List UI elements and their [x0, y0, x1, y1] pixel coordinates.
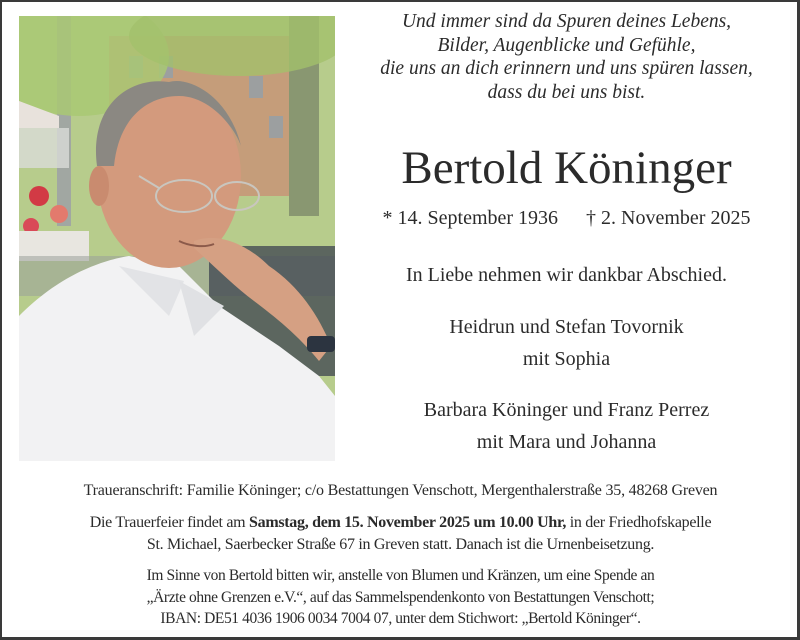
mourner-children: mit Sophia — [522, 348, 611, 370]
donation-line: „Ärzte ohne Grenzen e.V.“, auf das Sammelspendenkonto von Bestattungen Venschott; — [146, 588, 655, 606]
poem-line: Und immer sind da Spuren deines Lebens, — [401, 11, 732, 32]
mourner-group — [345, 311, 788, 375]
mourning-address: Traueranschrift: Familie Köninger; c/o Bestattungen Venschott, Mergenthalerstraße 35, 48268 Greven — [83, 482, 718, 499]
service-prefix: Die Trauerfeier findet am — [89, 514, 250, 531]
poem-line: Bilder, Augenblicke und Gefühle, — [437, 34, 696, 56]
service-datetime: Samstag, dem 15. November 2025 um 10.00 Uhr, — [249, 514, 567, 531]
service-suffix: in der Friedhofskapelle — [566, 514, 712, 531]
poem-line: die uns an dich erinnern und uns spüren lassen, — [380, 58, 753, 80]
service-location: St. Michael, Saerbecker Straße 67 in Greven statt. Danach ist die Urnenbeisetzung. — [146, 536, 655, 553]
mourner-children: mit Mara und Johanna — [476, 431, 657, 453]
life-dates — [345, 205, 788, 231]
portrait-photo — [19, 16, 335, 461]
donation-iban-line: IBAN: DE51 4036 1906 0034 7004 07, unter dem Stichwort: „Bertold Köninger“. — [160, 610, 641, 627]
donation-request — [2, 565, 799, 630]
poem-line: dass du bei uns bist. — [487, 81, 646, 103]
donation-line: Im Sinne von Bertold bitten wir, anstelle von Blumen und Kränzen, um eine Spende an — [146, 567, 655, 584]
death-date: † 2. November 2025 — [586, 207, 751, 229]
mourner-names: Barbara Köninger und Franz Perrez — [423, 399, 710, 421]
deceased-name: Bertold Köninger — [401, 142, 732, 194]
portrait-illustration — [19, 16, 335, 461]
memorial-poem — [345, 10, 788, 104]
birth-date: * 14. September 1936 — [382, 207, 559, 229]
farewell-line: In Liebe nehmen wir dankbar Abschied. — [405, 264, 727, 286]
mourner-group — [345, 394, 788, 458]
funeral-service-info — [2, 512, 799, 556]
mourner-names: Heidrun und Stefan Tovornik — [449, 316, 684, 338]
